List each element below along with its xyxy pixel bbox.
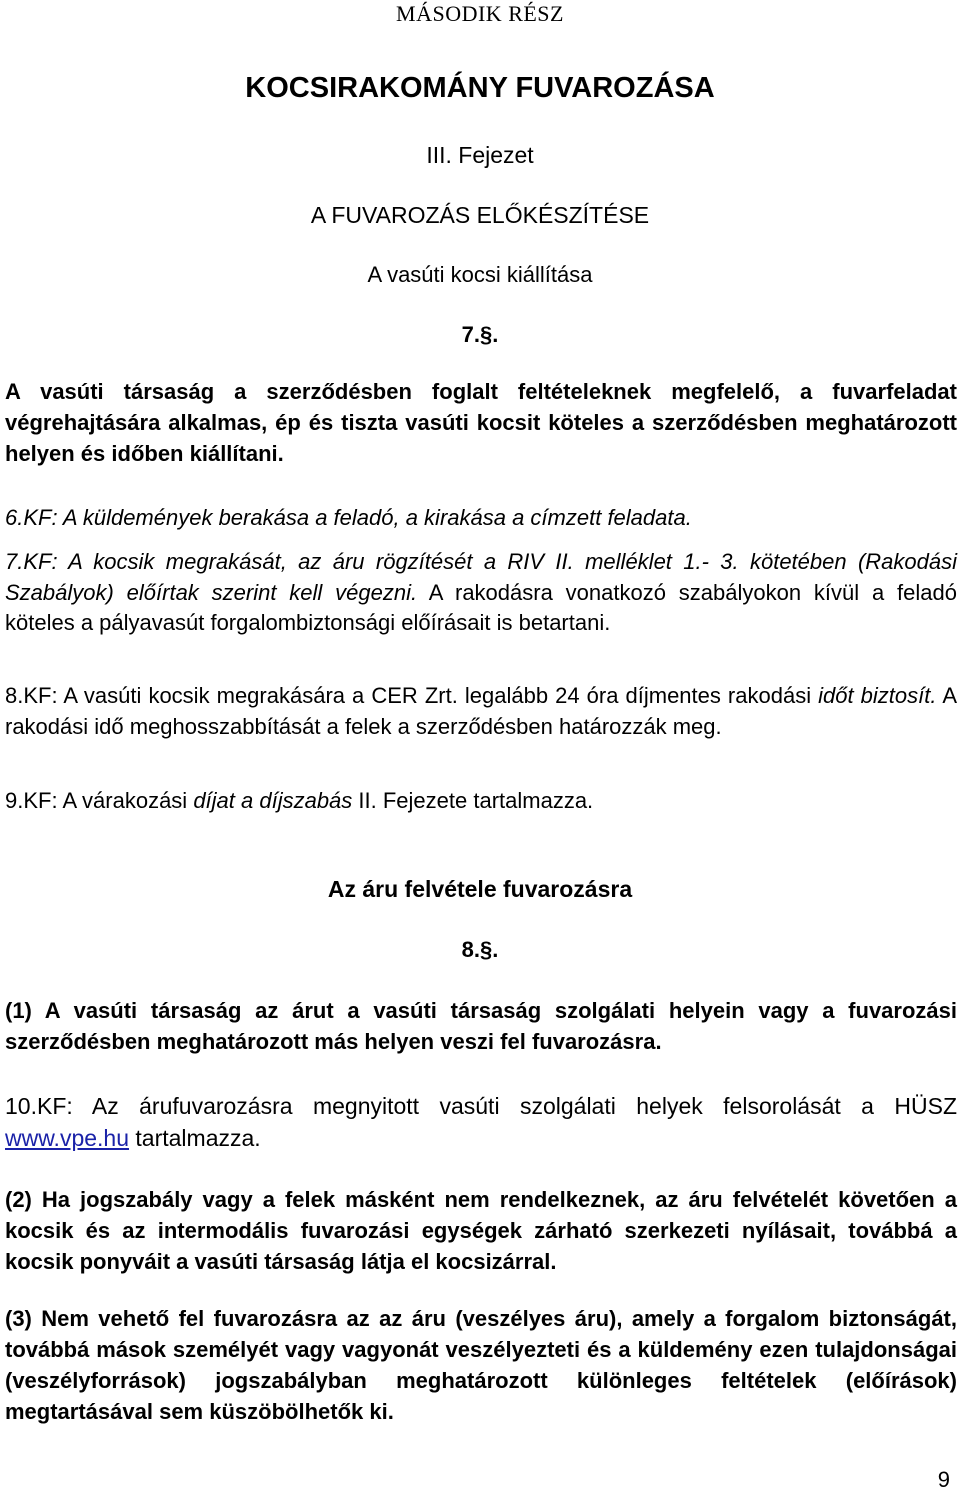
section-heading: A vasúti kocsi kiállítása xyxy=(367,262,593,287)
running-head: MÁSODIK RÉSZ xyxy=(396,1,564,26)
kf-note-10 xyxy=(5,1090,957,1154)
main-title: KOCSIRAKOMÁNY FUVAROZÁSA xyxy=(245,72,715,104)
part-heading: A FUVAROZÁS ELŐKÉSZÍTÉSE xyxy=(310,202,650,228)
kf-note-10-prefix: 10.KF: Az árufuvarozásra megnyitott vasúti szolgálati helyek felsorolását a HÜSZ xyxy=(5,1093,957,1119)
clause-1: (1) A vasúti társaság az árut a vasúti társaság szolgálati helyein vagy a fuvarozási szerződésben meghatározott más helyen veszi fel fuvarozásra. xyxy=(5,998,957,1054)
page-number: 9 xyxy=(937,1467,950,1492)
kf-note-8 xyxy=(5,680,957,742)
paragraph-number-7: 7.§. xyxy=(461,322,499,347)
clause-2: (2) Ha jogszabály vagy a felek másként nem rendelkeznek, az áru felvételét követően a kocsik és az intermodális fuvarozási egységek zárható szerkezeti nyílásait, továbbá a kocsik ponyváit a vasúti társaság látja el kocsizárral. xyxy=(5,1187,957,1274)
rule-paragraph-1: A vasúti társaság a szerződésben foglalt feltételeknek megfelelő, a fuvarfeladat végrehajtására alkalmas, ép és tiszta vasúti kocsit köteles a szerződésben meghatározott helyen és időben kiállítani. xyxy=(5,379,957,466)
kf-note-7-rest: A rakodásra vonatkozó szabályokon kívül a feladó köteles a pályavasút forgalombiztonsági előírásait is betartani. xyxy=(5,579,958,635)
kf-note-9-italic: díjat a díjszabás xyxy=(193,788,353,813)
kf-note-7 xyxy=(5,547,957,639)
kf-note-6: 6.KF: A küldemények berakása a feladó, a kirakása a címzett feladata. xyxy=(5,505,692,530)
kf-note-9 xyxy=(5,785,957,816)
kf-note-9-prefix: 9.KF: A várakozási xyxy=(5,788,194,813)
kf-note-8-rest: A rakodási idő meghosszabbítását a felek a szerződésben határozzák meg. xyxy=(5,683,958,739)
paragraph-number-8: 8.§. xyxy=(461,937,499,962)
subsection-heading: Az áru felvétele fuvarozásra xyxy=(327,876,633,902)
kf-note-7-italic: 7.KF: A kocsik megrakását, az áru rögzítését a RIV II. melléklet 1.- 3. kötetében (Rakodási Szabályok) előírtak szerint kell végezni. xyxy=(5,549,957,605)
kf-note-9-rest: II. Fejezete tartalmazza. xyxy=(352,788,594,813)
vpe-link[interactable]: www.vpe.hu xyxy=(5,1125,130,1151)
kf-note-10-suffix: tartalmazza. xyxy=(129,1125,261,1151)
chapter-heading: III. Fejezet xyxy=(426,142,534,168)
clause-3: (3) Nem vehető fel fuvarozásra az az áru (veszélyes áru), amely a forgalom biztonságát, továbbá mások személyét vagy vagyonát veszélyezteti és a küldemény ezen tulajdonságai (veszélyforrások) jogszabályban meghatározott különleges feltételek (előírások) megtartásával sem küszöbölhetők ki. xyxy=(5,1306,957,1424)
kf-note-8-italic: időt biztosít. xyxy=(818,683,937,708)
kf-note-8-prefix: 8.KF: A vasúti kocsik megrakására a CER Zrt. legalább 24 óra díjmentes rakodási xyxy=(5,683,819,708)
